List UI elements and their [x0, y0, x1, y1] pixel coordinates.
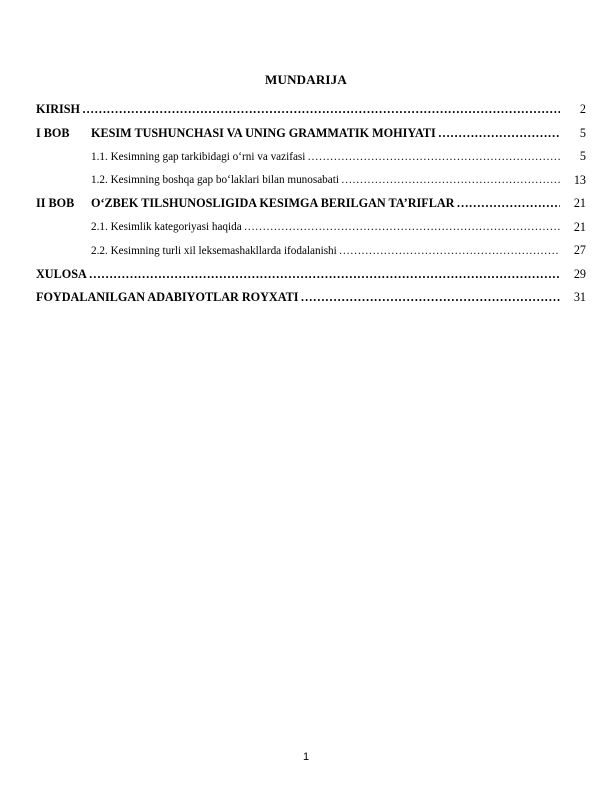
dot-leader — [341, 174, 560, 186]
page-number-footer: 1 — [302, 751, 310, 763]
dot-leader — [82, 102, 560, 117]
toc-page-number: 2 — [579, 102, 586, 117]
toc-page-number: 27 — [573, 243, 586, 258]
toc-entry-chapter-2[interactable] — [36, 192, 586, 216]
toc-page-number: 5 — [579, 125, 586, 140]
toc-entry-chapter-1[interactable] — [36, 122, 586, 146]
toc-entry-line — [91, 196, 560, 211]
toc-entry-title: KIRISH — [36, 102, 81, 117]
dot-leader — [301, 290, 560, 305]
toc-entry-title: 2.2. Kesimning turli xil leksemashakllarda ifodalanishi — [91, 244, 337, 257]
chapter-label: I BOB — [36, 125, 70, 140]
toc-entry-line — [36, 290, 560, 305]
dot-leader — [438, 126, 560, 141]
toc-entry-title: XULOSA — [36, 266, 87, 281]
toc-entry-title: KESIM TUSHUNCHASI VA UNING GRAMMATIK MOHIYATI — [91, 125, 436, 140]
toc-entry-title: 2.1. Kesimlik kategoriyasi haqida — [91, 221, 242, 234]
toc-entry-line — [91, 245, 560, 257]
toc-entry-line — [91, 221, 560, 233]
dot-leader — [244, 221, 560, 233]
toc-entry-section-1-2[interactable] — [36, 169, 586, 193]
toc-entry-section-2-2[interactable] — [36, 239, 586, 263]
toc-page-number: 21 — [573, 219, 586, 234]
toc-entry-line — [36, 267, 560, 282]
dot-leader — [339, 245, 560, 257]
toc-entry-line — [91, 151, 560, 163]
toc-entry-kirish[interactable] — [36, 98, 586, 122]
toc-entry-title: O‘ZBEK TILSHUNOSLIGIDA KESIMGA BERILGAN TA’RIFLAR — [91, 196, 455, 211]
document-title: MUNDARIJA — [265, 72, 347, 87]
toc-entry-line — [91, 126, 560, 141]
toc-page-number: 29 — [573, 266, 586, 281]
toc-entry-line — [91, 174, 560, 186]
toc-page-number: 31 — [573, 290, 586, 305]
toc-entry-section-2-1[interactable] — [36, 216, 586, 240]
dot-leader — [89, 267, 560, 282]
toc-page-number: 5 — [579, 149, 586, 164]
toc-entry-title: FOYDALANILGAN ADABIYOTLAR ROYXATI — [36, 290, 299, 305]
toc-entry-title: 1.2. Kesimning boshqa gap bo‘laklari bilan munosabati — [91, 174, 339, 187]
table-of-contents — [36, 98, 586, 310]
toc-entry-line — [36, 102, 560, 117]
toc-page-number: 13 — [573, 172, 586, 187]
dot-leader — [456, 196, 560, 211]
dot-leader — [307, 151, 560, 163]
toc-entry-adabiyotlar[interactable] — [36, 286, 586, 310]
toc-entry-xulosa[interactable] — [36, 263, 586, 287]
chapter-label: II BOB — [36, 196, 75, 211]
toc-page-number: 21 — [573, 196, 586, 211]
toc-entry-title: 1.1. Kesimning gap tarkibidagi o‘rni va vazifasi — [91, 150, 306, 163]
toc-entry-section-1-1[interactable] — [36, 145, 586, 169]
